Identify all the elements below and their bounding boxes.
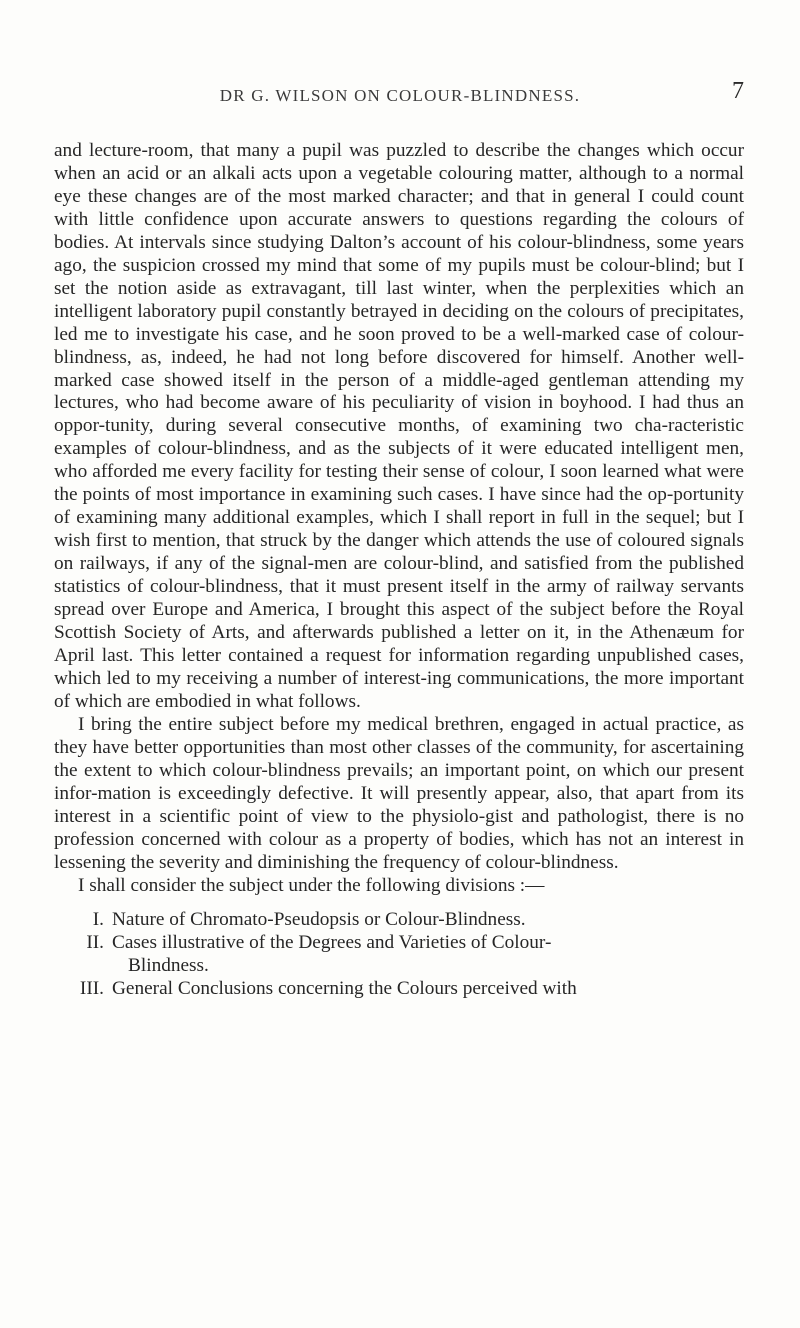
division-numeral: III. (79, 978, 104, 1000)
division-title-continuation: Blindness. (128, 955, 209, 977)
division-text (112, 909, 744, 932)
division-item (54, 978, 744, 1001)
paragraph-3: I shall consider the subject under the following divisions :— (78, 874, 545, 896)
division-text (112, 932, 744, 978)
division-item (54, 932, 744, 978)
division-numeral: II. (86, 932, 104, 954)
division-numeral: I. (92, 909, 104, 931)
division-title: Cases illustrative of the Degrees and Varieties of Colour- (112, 932, 552, 954)
division-title: General Conclusions concerning the Colours perceived with (112, 978, 577, 1000)
division-title: Nature of Chromato-Pseudopsis or Colour-Blindness. (112, 909, 526, 931)
running-title: DR G. WILSON ON COLOUR-BLINDNESS. (219, 86, 581, 105)
running-head (56, 78, 744, 108)
paragraph-1: and lecture-room, that many a pupil was puzzled to describe the changes which occur when an acid or an alkali acts upon a vegetable colouring matter, although to a normal eye these changes are of the most marked character; and that in general I could count with little confidence upon accurate answers to questions regarding the colours of bodies. At intervals since studying Dalton’s account of his colour-blindness, some years ago, the suspicion crossed my mind that some of my pupils must be colour-blind; but I set the notion aside as extravagant, till last winter, when the perplexities which an intelligent laboratory pupil constantly betrayed in deciding on the colours of precipitates, led me to investigate his case, and he soon proved to be a well-marked case of colour-blindness, as, indeed, he had not long before discovered for himself. Another well-marked case showed itself in the person of a middle-aged gentleman attending my lectures, who had become aware of his peculiarity of vision in boyhood. I had thus an oppor-tunity, during several consecutive months, of examining two cha-racteristic examples of colour-blindness, and as the subjects of it were educated intelligent men, who afforded me every facility for testing their sense of colour, I soon learned what were the points of most importance in examining such cases. I have since had the op-portunity of examining many additional examples, which I shall report in full in the sequel; but I wish first to mention, that struck by the danger which attends the use of coloured signals on railways, if any of the signal-men are colour-blind, and satisfied from the published statistics of colour-blindness, that it must present itself in the army of railway servants spread over Europe and America, I brought this aspect of the subject before the Royal Scottish Society of Arts, and afterwards published a letter on it, in the Athenæum for April last. This letter contained a request for information regarding unpublished cases, which led to my receiving a number of interest-ing communications, the more important of which are embodied in what follows. (54, 140, 744, 712)
page-number: 7 (732, 78, 744, 104)
body-text (54, 140, 744, 1001)
divisions-list (54, 909, 744, 1001)
paragraph-2: I bring the entire subject before my medical brethren, engaged in actual practice, as they have better opportunities than most other classes of the community, for ascertaining the extent to which colour-blindness prevails; an important point, on which our present infor-mation is exceedingly defective. It will presently appear, also, that apart from its interest in a scientific point of view to the physiolo-gist and pathologist, there is no profession concerned with colour as a property of bodies, which has not an interest in lessening the severity and diminishing the frequency of colour-blindness. (54, 713, 744, 873)
division-text (112, 978, 744, 1001)
division-item (54, 909, 744, 932)
